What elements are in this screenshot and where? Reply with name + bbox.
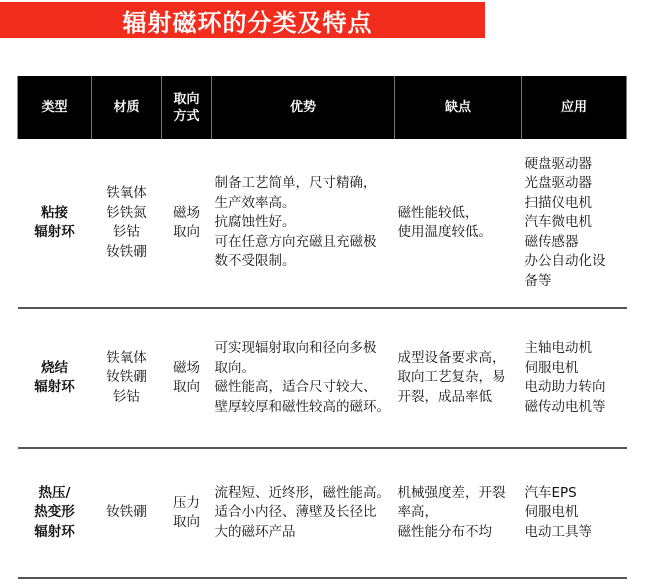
cell-text: 壁厚较厚和磁性较高的磁环。: [214, 398, 390, 415]
cell-text: 磁场: [173, 359, 200, 376]
cell-text: 磁传动电机等: [524, 398, 606, 415]
header-label: 应用: [560, 100, 587, 115]
cell-text: 钐钴: [113, 224, 140, 240]
cell-text: 使用温度较低。: [397, 224, 492, 240]
header-label: 优势: [289, 100, 316, 115]
cell-text: 适合小内径、薄壁及长径比: [214, 504, 377, 521]
header-label: 方式: [173, 108, 200, 124]
cell-orientation: [162, 448, 212, 578]
cell-text: 取向。: [214, 359, 255, 376]
cell-text: 电动工具等: [524, 523, 592, 540]
cell-applications: [522, 448, 627, 578]
cell-type: [18, 448, 92, 578]
cell-advantages: [212, 139, 395, 308]
header-label: 材质: [113, 100, 140, 115]
cell-text: 抗腐蚀性好。: [214, 214, 296, 231]
cell-type: [18, 308, 92, 448]
cell-applications: [522, 139, 627, 308]
cell-text: 辐射环: [34, 379, 75, 395]
cell-advantages: [212, 308, 395, 448]
cell-disadvantages: [395, 448, 522, 578]
cell-text: 可在任意方向充磁且充磁极: [214, 233, 377, 250]
cell-disadvantages: [395, 308, 522, 448]
cell-text: 成型设备要求高，: [397, 349, 506, 366]
cell-text: 硬盘驱动器: [524, 155, 592, 172]
cell-text: 钕铁硼: [106, 369, 147, 386]
cell-text: 光盘驱动器: [524, 175, 592, 192]
cell-text: 钕铁硼: [106, 504, 147, 521]
header-type: [18, 76, 92, 139]
cell-type: [18, 139, 92, 308]
cell-text: 磁性能分布不均: [397, 523, 492, 540]
header-material: [92, 76, 162, 139]
header-advantages: [212, 76, 395, 139]
cell-text: 热压/: [38, 484, 71, 501]
table-row: [18, 139, 627, 308]
cell-text: 取向: [173, 514, 200, 530]
cell-text: 钐铁氮: [106, 204, 147, 221]
cell-disadvantages: [395, 139, 522, 308]
header-label: 缺点: [444, 100, 471, 115]
cell-text: 钐钴: [113, 388, 140, 405]
cell-text: 流程短、近终形，磁性能高。: [214, 484, 390, 501]
cell-text: 取向: [173, 379, 200, 395]
cell-text: 取向: [173, 224, 200, 240]
cell-text: 率高，: [397, 504, 438, 521]
header-disadvantages: [395, 76, 522, 139]
cell-text: 伺服电机: [524, 504, 579, 521]
cell-text: 办公自动化设: [524, 253, 606, 270]
cell-text: 压力: [173, 494, 200, 511]
cell-text: 数不受限制。: [214, 253, 296, 270]
cell-text: 磁性能较低，: [397, 204, 479, 221]
cell-text: 磁传感器: [524, 233, 579, 250]
cell-text: 大的磁环产品: [214, 523, 296, 540]
cell-text: 生产效率高。: [214, 194, 296, 211]
page-title: 辐射磁环的分类及特点: [122, 8, 373, 37]
cell-advantages: [212, 448, 395, 578]
cell-text: 制备工艺简单，尺寸精确，: [214, 175, 377, 192]
cell-text: 备等: [524, 272, 552, 289]
table-row: [18, 308, 627, 448]
cell-orientation: [162, 308, 212, 448]
cell-text: 取向工艺复杂，易: [397, 369, 506, 386]
table-header-row: [18, 76, 627, 139]
cell-text: 机械强度差，开裂: [397, 484, 506, 501]
cell-material: [92, 448, 162, 578]
cell-text: 可实现辐射取向和径向多极: [214, 340, 377, 356]
cell-applications: [522, 308, 627, 448]
cell-text: 扫描仪电机: [524, 194, 592, 211]
cell-orientation: [162, 139, 212, 308]
cell-text: 粘接: [41, 204, 68, 221]
cell-text: 辐射环: [34, 523, 75, 540]
cell-text: 电动助力转向: [524, 379, 606, 395]
cell-text: 汽车微电机: [524, 214, 592, 231]
header-label: 取向: [173, 91, 200, 107]
cell-text: 热变形: [34, 504, 75, 521]
cell-text: 开裂，成品率低: [397, 388, 492, 405]
cell-text: 主轴电动机: [524, 340, 592, 356]
cell-text: 汽车EPS: [524, 484, 577, 501]
cell-text: 烧结: [41, 359, 68, 376]
cell-text: 铁氧体: [106, 185, 147, 201]
header-orientation: [162, 76, 212, 139]
table-row: [18, 448, 627, 578]
cell-text: 铁氧体: [106, 349, 147, 366]
cell-text: 磁场: [173, 204, 200, 221]
radial-ring-comparison-table: [17, 76, 627, 579]
cell-material: [92, 139, 162, 308]
cell-material: [92, 308, 162, 448]
title-banner: [0, 2, 485, 38]
cell-text: 辐射环: [34, 224, 75, 240]
cell-text: 伺服电机: [524, 359, 579, 376]
header-label: 类型: [41, 100, 68, 115]
cell-text: 钕铁硼: [106, 243, 147, 260]
cell-text: 磁性能高，适合尺寸较大、: [214, 379, 377, 395]
header-applications: [522, 76, 627, 139]
